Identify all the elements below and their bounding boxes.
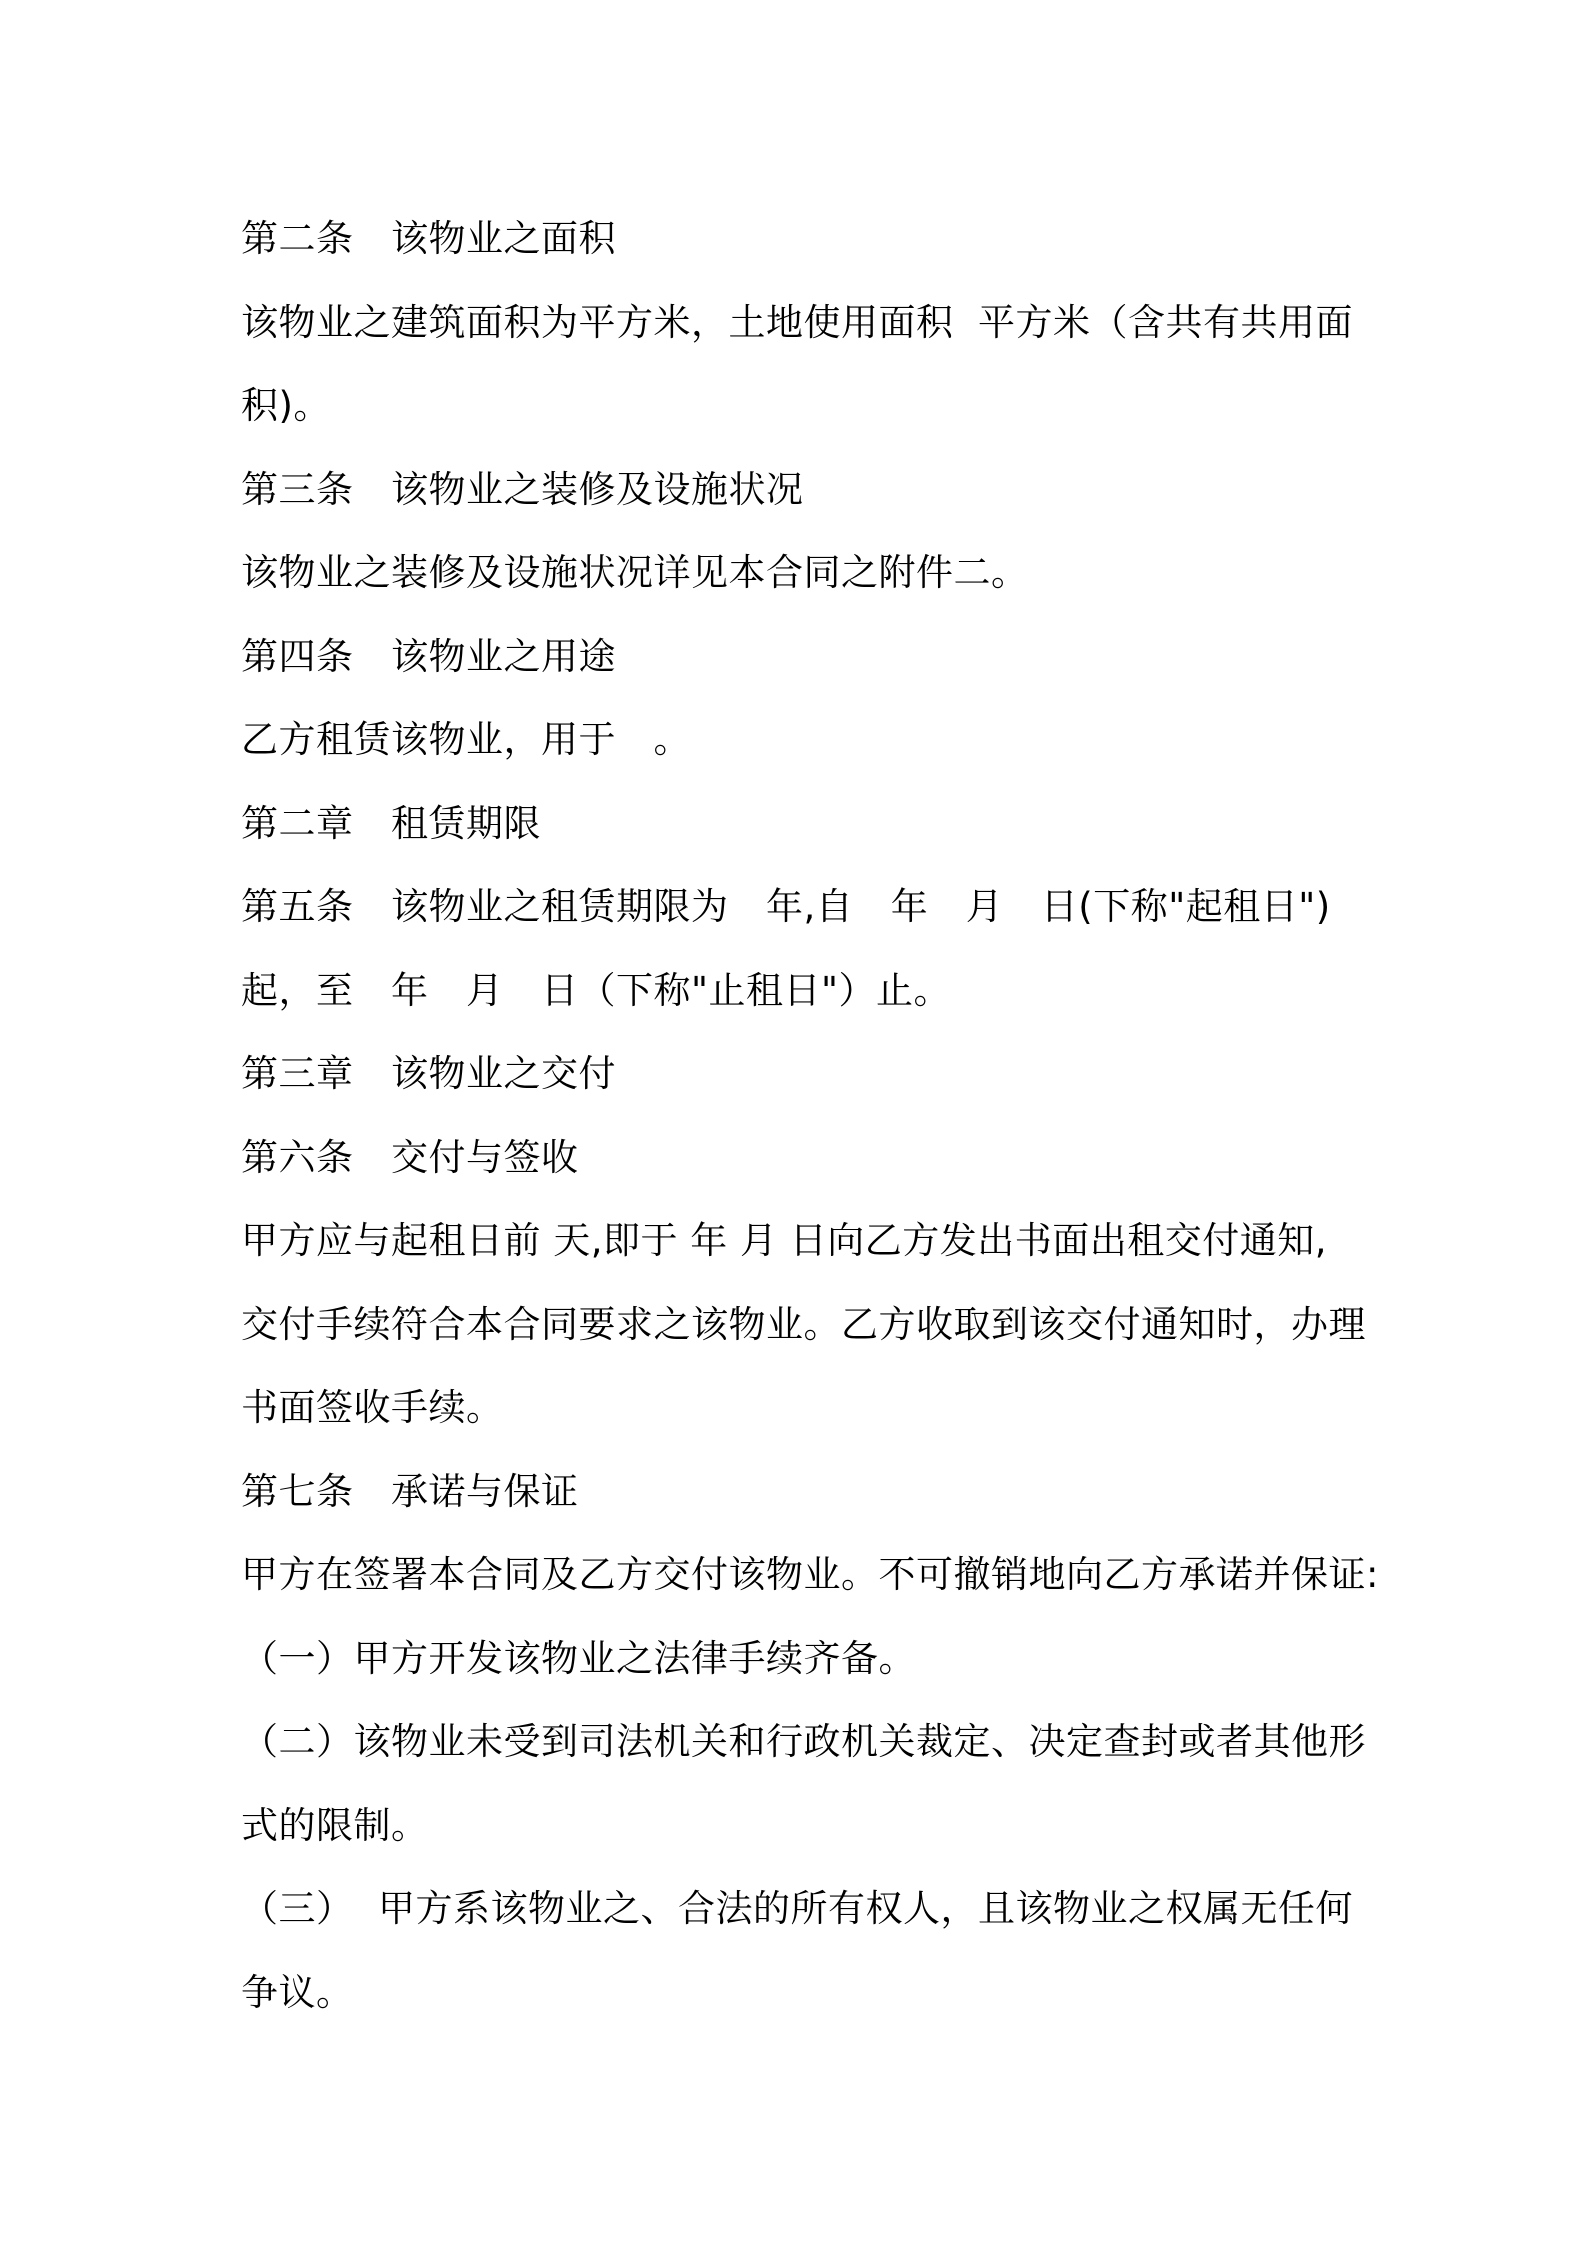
warranty-item-1: （一）甲方开发该物业之法律手续齐备。 — [241, 1636, 916, 1680]
warranty-item-3-line-1: （三） 甲方系该物业之、合法的所有权人，且该物业之权属无任何 — [241, 1887, 1354, 1930]
article-6-text-line-1: 甲方应与起租日前 天,即于 年 月 日向乙方发出书面出租交付通知, — [241, 1219, 1328, 1262]
article-2-heading: 第二条 该物业之面积 — [241, 217, 616, 260]
chapter-3-heading: 第三章 该物业之交付 — [241, 1052, 616, 1095]
article-6-text-line-2: 交付手续符合本合同要求之该物业。乙方收取到该交付通知时，办理 — [241, 1302, 1366, 1346]
warranty-item-2-line-1: （二）该物业未受到司法机关和行政机关裁定、决定查封或者其他形 — [241, 1720, 1366, 1763]
article-2-text-line-1: 该物业之建筑面积为平方米，土地使用面积 平方米（含共有共用面 — [241, 300, 1354, 344]
warranty-item-3-line-2: 争议。 — [241, 1970, 354, 2014]
article-4-heading: 第四条 该物业之用途 — [241, 634, 616, 678]
article-3-text: 该物业之装修及设施状况详见本合同之附件二。 — [241, 551, 1029, 594]
article-6-text-line-3: 书面签收手续。 — [241, 1386, 504, 1429]
article-3-heading: 第三条 该物业之装修及设施状况 — [241, 467, 804, 511]
article-2-text-line-2: 积)。 — [241, 384, 331, 427]
article-5-text-line-2: 起，至 年 月 日（下称"止租日"）止。 — [241, 968, 952, 1012]
article-7-text: 甲方在签署本合同及乙方交付该物业。不可撤销地向乙方承诺并保证: — [241, 1553, 1379, 1596]
document-body — [241, 197, 1391, 2034]
chapter-2-heading: 第二章 租赁期限 — [241, 801, 541, 845]
warranty-item-2-line-2: 式的限制。 — [241, 1803, 429, 1847]
article-5-text-line-1: 第五条 该物业之租赁期限为 年,自 年 月 日(下称"起租日") — [241, 885, 1331, 928]
article-4-text: 乙方租赁该物业，用于 。 — [241, 718, 691, 761]
article-7-heading: 第七条 承诺与保证 — [241, 1469, 579, 1513]
article-6-heading: 第六条 交付与签收 — [241, 1135, 579, 1179]
